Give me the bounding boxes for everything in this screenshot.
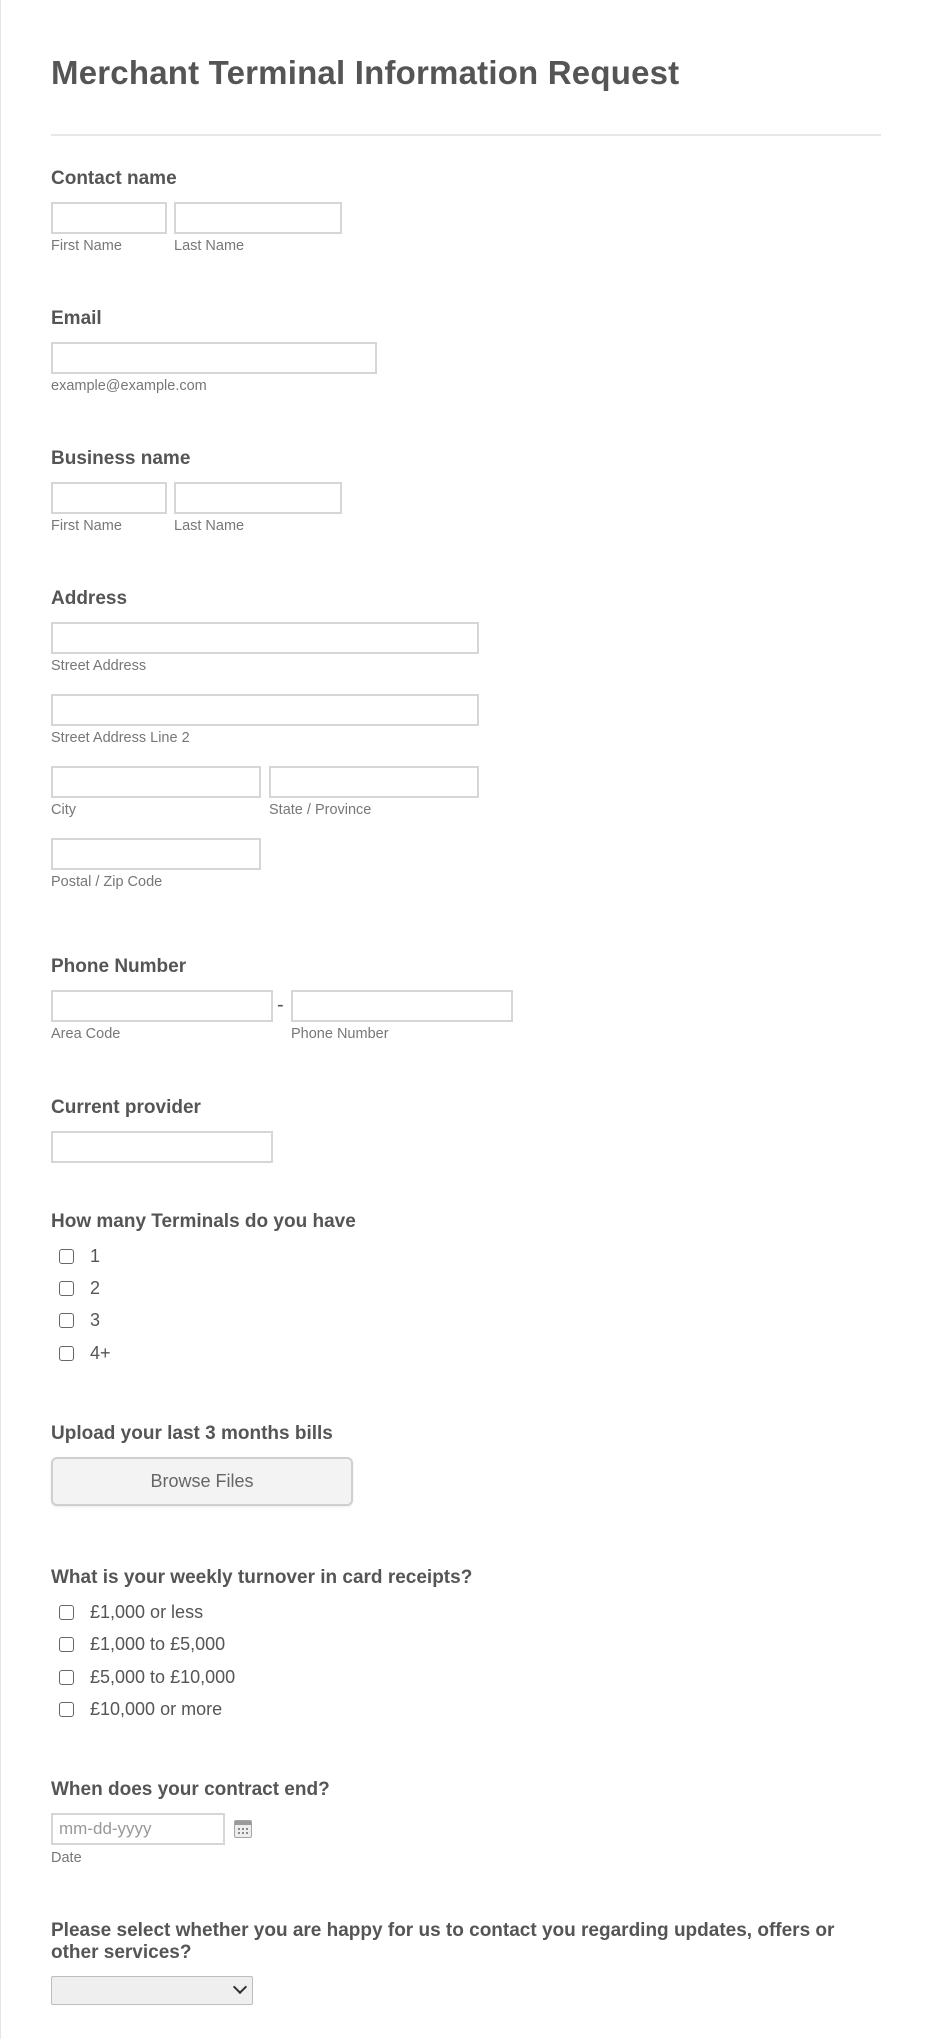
option-label: 4+ [90,1342,111,1363]
option-label: 2 [90,1277,101,1298]
street-address-input[interactable] [51,622,479,654]
contact-last-name-input[interactable] [174,202,342,234]
area-code-input[interactable] [51,990,273,1022]
calendar-icon[interactable] [234,1820,252,1838]
title-divider [51,134,881,136]
contact-last-name-sublabel: Last Name [174,238,245,254]
city-sublabel: City [51,802,76,818]
phone-separator: - [277,994,284,1016]
state-province-sublabel: State / Province [269,802,372,818]
address-label: Address [51,588,128,609]
date-sublabel: Date [51,1850,82,1866]
checkbox[interactable] [59,1249,74,1264]
turnover-option-3[interactable] [59,1666,235,1688]
terminals-label: How many Terminals do you have [51,1211,356,1232]
street-address-sublabel: Street Address [51,658,147,674]
option-label: 1 [90,1245,101,1266]
option-label: £10,000 or more [90,1698,223,1719]
option-label: £1,000 or less [90,1601,204,1622]
current-provider-input[interactable] [51,1131,273,1163]
browse-files-button[interactable]: Browse Files [51,1457,353,1506]
contract-end-label: When does your contract end? [51,1779,330,1800]
terminals-option-3[interactable] [59,1309,100,1331]
option-label: £5,000 to £10,000 [90,1666,236,1687]
contract-end-date-input[interactable] [51,1813,225,1845]
email-sublabel: example@example.com [51,378,207,394]
checkbox[interactable] [59,1346,74,1361]
email-input[interactable] [51,342,377,374]
checkbox[interactable] [59,1313,74,1328]
business-name-label: Business name [51,448,191,469]
postal-code-input[interactable] [51,838,261,870]
business-last-name-input[interactable] [174,482,342,514]
state-province-input[interactable] [269,766,479,798]
turnover-option-2[interactable] [59,1633,225,1655]
contact-name-label: Contact name [51,168,177,189]
current-provider-label: Current provider [51,1097,201,1118]
upload-bills-label: Upload your last 3 months bills [51,1423,333,1444]
postal-code-sublabel: Postal / Zip Code [51,874,163,890]
checkbox[interactable] [59,1637,74,1652]
street-address-line2-sublabel: Street Address Line 2 [51,730,190,746]
checkbox[interactable] [59,1281,74,1296]
email-label: Email [51,308,102,329]
terminals-option-4plus[interactable] [59,1342,111,1364]
option-label: 3 [90,1309,101,1330]
area-code-sublabel: Area Code [51,1026,121,1042]
phone-number-input[interactable] [291,990,513,1022]
business-last-name-sublabel: Last Name [174,518,245,534]
turnover-option-1[interactable] [59,1601,203,1623]
contact-first-name-sublabel: First Name [51,238,122,254]
street-address-line2-input[interactable] [51,694,479,726]
checkbox[interactable] [59,1605,74,1620]
city-input[interactable] [51,766,261,798]
checkbox[interactable] [59,1670,74,1685]
weekly-turnover-label: What is your weekly turnover in card receipts? [51,1567,473,1588]
turnover-option-4[interactable] [59,1698,222,1720]
business-first-name-input[interactable] [51,482,167,514]
contact-consent-label: Please select whether you are happy for us to contact you regarding updates, offers or other services? [51,1920,835,1963]
chevron-down-icon [233,1980,247,1994]
contact-first-name-input[interactable] [51,202,167,234]
phone-number-label: Phone Number [51,956,187,977]
contact-consent-select[interactable] [51,1976,253,2005]
form-title: Merchant Terminal Information Request [51,54,680,91]
checkbox[interactable] [59,1702,74,1717]
terminals-option-2[interactable] [59,1277,100,1299]
business-first-name-sublabel: First Name [51,518,122,534]
terminals-option-1[interactable] [59,1245,100,1267]
phone-number-sublabel: Phone Number [291,1026,389,1042]
option-label: £1,000 to £5,000 [90,1633,226,1654]
